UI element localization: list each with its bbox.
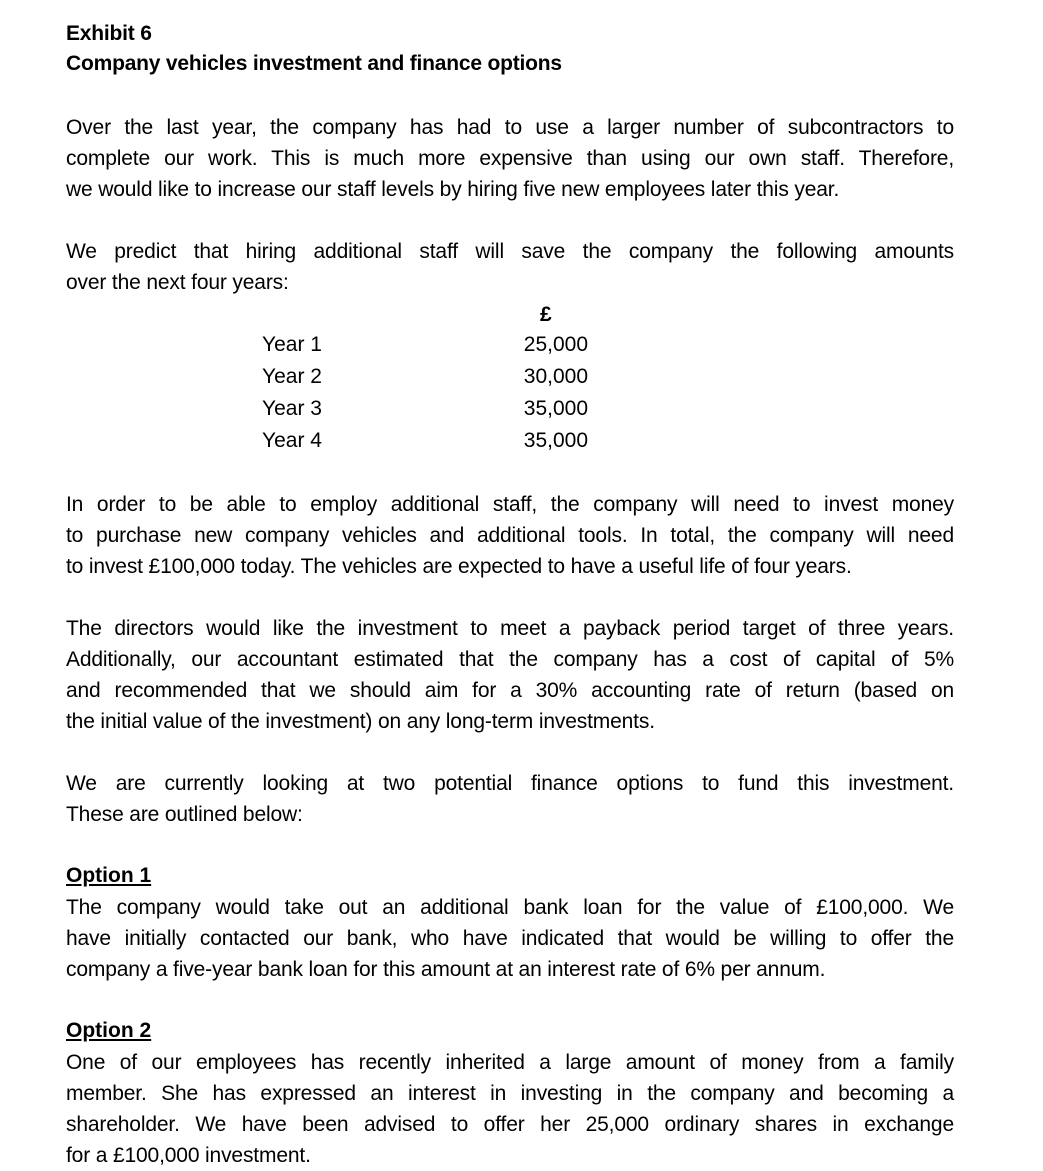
option-1-text	[66, 892, 954, 985]
text-line: member. She has expressed an interest in investing in the company and becoming a	[66, 1082, 954, 1105]
paragraph-subcontractors	[66, 112, 954, 205]
text-line: company a five-year bank loan for this amount at an interest rate of 6% per annum.	[66, 958, 826, 981]
saving-value: 35,000	[523, 429, 588, 452]
option-1-heading: Option 1	[66, 864, 152, 887]
option-2-text	[66, 1047, 954, 1171]
text-line: complete our work. This is much more expensive than using our own staff. Therefore,	[66, 147, 954, 170]
text-line: Over the last year, the company has had to use a larger number of subcontractors to	[66, 116, 954, 139]
text-line: the initial value of the investment) on any long-term investments.	[66, 710, 655, 733]
exhibit-label: Exhibit 6	[66, 22, 152, 45]
option-2-heading: Option 2	[66, 1019, 152, 1042]
paragraph-targets	[66, 613, 954, 737]
year-label: Year 3	[262, 397, 322, 420]
saving-value: 25,000	[523, 333, 588, 356]
text-line: We predict that hiring additional staff will save the company the following amounts	[66, 240, 954, 263]
text-line: The directors would like the investment to meet a payback period target of three years.	[66, 617, 954, 640]
year-label: Year 2	[262, 365, 322, 388]
text-line: to purchase new company vehicles and additional tools. In total, the company will need	[66, 524, 954, 547]
paragraph-investment	[66, 489, 954, 582]
saving-value: 30,000	[523, 365, 588, 388]
text-line: In order to be able to employ additional staff, the company will need to invest money	[66, 493, 954, 516]
currency-header: £	[540, 303, 552, 326]
text-line: Additionally, our accountant estimated that the company has a cost of capital of 5%	[66, 648, 954, 671]
text-line: to invest £100,000 today. The vehicles are expected to have a useful life of four years.	[66, 555, 852, 578]
text-line: One of our employees has recently inherited a large amount of money from a family	[66, 1051, 954, 1074]
year-label: Year 4	[262, 429, 322, 452]
text-line: over the next four years:	[66, 271, 289, 294]
saving-value: 35,000	[523, 397, 588, 420]
paragraph-savings-intro	[66, 236, 954, 298]
text-line: and recommended that we should aim for a 30% accounting rate of return (based on	[66, 679, 954, 702]
text-line: we would like to increase our staff levels by hiring five new employees later this year.	[66, 178, 840, 201]
text-line: shareholder. We have been advised to offer her 25,000 ordinary shares in exchange	[66, 1113, 954, 1136]
text-line: have initially contacted our bank, who have indicated that would be willing to offer the	[66, 927, 954, 950]
text-line: for a £100,000 investment.	[66, 1144, 311, 1167]
exhibit-title: Company vehicles investment and finance options	[66, 52, 562, 75]
text-line: We are currently looking at two potential finance options to fund this investment.	[66, 772, 954, 795]
text-line: These are outlined below:	[66, 803, 303, 826]
year-label: Year 1	[262, 333, 322, 356]
text-line: The company would take out an additional bank loan for the value of £100,000. We	[66, 896, 954, 919]
paragraph-finance-options-intro	[66, 768, 954, 830]
